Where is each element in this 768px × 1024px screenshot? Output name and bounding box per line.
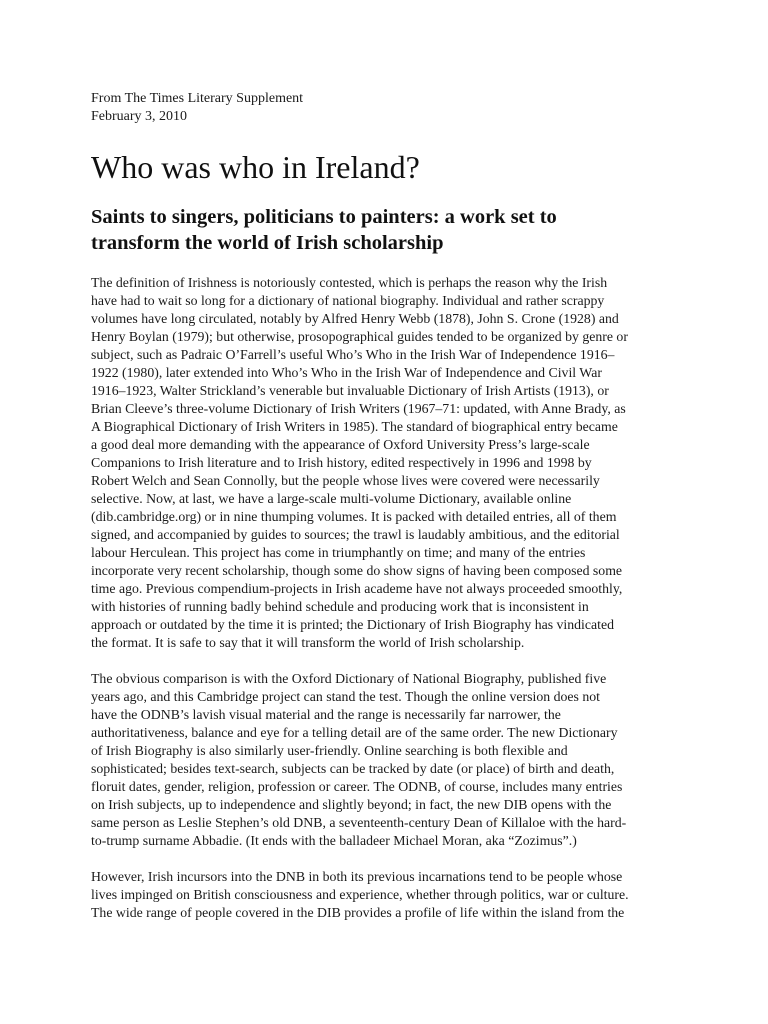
document-page: [91, 90, 681, 922]
text-line: The obvious comparison is with the Oxford Dictionary of National Biography, published five: [91, 671, 607, 686]
text-line: A Biographical Dictionary of Irish Writers in 1985). The standard of biographical entry became: [91, 419, 618, 434]
text-line: However, Irish incursors into the DNB in both its previous incarnations tend to be people whose: [91, 869, 623, 884]
body-paragraph: [91, 274, 681, 652]
article-body: [91, 274, 681, 922]
subtitle-line: Saints to singers, politicians to painters: a work set to: [91, 206, 557, 228]
text-line: same person as Leslie Stephen’s old DNB, a seventeenth-century Dean of Killaloe with the hard-: [91, 815, 627, 830]
source-attribution: [91, 90, 681, 126]
text-line: Robert Welch and Sean Connolly, but the people whose lives were covered were necessarily: [91, 473, 600, 488]
text-line: 1922 (1980), later extended into Who’s Who in the Irish War of Independence and Civil War: [91, 365, 602, 380]
date-line: February 3, 2010: [91, 109, 188, 124]
text-line: floruit dates, gender, religion, profession or career. The ODNB, of course, includes many entries: [91, 779, 623, 794]
text-line: Brian Cleeve’s three-volume Dictionary of Irish Writers (1967–71: updated, with Anne Brady, as: [91, 401, 626, 416]
text-line: selective. Now, at last, we have a large-scale multi-volume Dictionary, available online: [91, 491, 572, 506]
text-line: 1916–1923, Walter Strickland’s venerable but invaluable Dictionary of Irish Artists (1913), or: [91, 383, 609, 398]
text-line: have had to wait so long for a dictionary of national biography. Individual and rather scrappy: [91, 293, 605, 308]
text-line: of Irish Biography is also similarly user-friendly. Online searching is both flexible and: [91, 743, 568, 758]
text-line: a good deal more demanding with the appearance of Oxford University Press’s large-scale: [91, 437, 590, 452]
text-line: lives impinged on British consciousness and experience, whether through politics, war or culture.: [91, 887, 629, 902]
text-line: signed, and accompanied by guides to sources; the trawl is laudably ambitious, and the editorial: [91, 527, 620, 542]
text-line: the format. It is safe to say that it will transform the world of Irish scholarship.: [91, 635, 525, 650]
text-line: authoritativeness, balance and eye for a telling detail are of the same order. The new Dictionary: [91, 725, 618, 740]
body-paragraph: [91, 670, 681, 850]
text-line: volumes have long circulated, notably by Alfred Henry Webb (1878), John S. Crone (1928) and: [91, 311, 619, 326]
text-line: with histories of running badly behind schedule and producing work that is inconsistent in: [91, 599, 589, 614]
body-paragraph: [91, 868, 681, 922]
text-line: incorporate very recent scholarship, though some do show signs of having been composed some: [91, 563, 623, 578]
text-line: Henry Boylan (1979); but otherwise, prosopographical guides tended to be organized by genre or: [91, 329, 628, 344]
text-line: to-trump surname Abbadie. (It ends with the balladeer Michael Moran, aka “Zozimus”.): [91, 833, 577, 848]
subtitle-line: transform the world of Irish scholarship: [91, 232, 444, 254]
text-line: time ago. Previous compendium-projects in Irish academe have not always proceeded smoothly,: [91, 581, 623, 596]
text-line: (dib.cambridge.org) or in nine thumping volumes. It is packed with detailed entries, all of them: [91, 509, 617, 524]
text-line: The definition of Irishness is notoriously contested, which is perhaps the reason why the Irish: [91, 275, 608, 290]
text-line: approach or outdated by the time it is printed; the Dictionary of Irish Biography has vindicated: [91, 617, 614, 632]
article-title: Who was who in Ireland?: [91, 149, 420, 185]
text-line: The wide range of people covered in the DIB provides a profile of life within the island from the: [91, 905, 625, 920]
source-line: From The Times Literary Supplement: [91, 91, 304, 106]
text-line: have the ODNB’s lavish visual material and the range is necessarily far narrower, the: [91, 707, 561, 722]
text-line: Companions to Irish literature and to Irish history, edited respectively in 1996 and 1998 by: [91, 455, 592, 470]
text-line: sophisticated; besides text-search, subjects can be tracked by date (or place) of birth and death,: [91, 761, 615, 776]
article-subtitle: [91, 204, 681, 256]
text-line: labour Herculean. This project has come in triumphantly on time; and many of the entries: [91, 545, 586, 560]
text-line: years ago, and this Cambridge project can stand the test. Though the online version does not: [91, 689, 600, 704]
text-line: on Irish subjects, up to independence and slightly beyond; in fact, the new DIB opens with the: [91, 797, 612, 812]
text-line: subject, such as Padraic O’Farrell’s useful Who’s Who in the Irish War of Independence 1916–: [91, 347, 615, 362]
